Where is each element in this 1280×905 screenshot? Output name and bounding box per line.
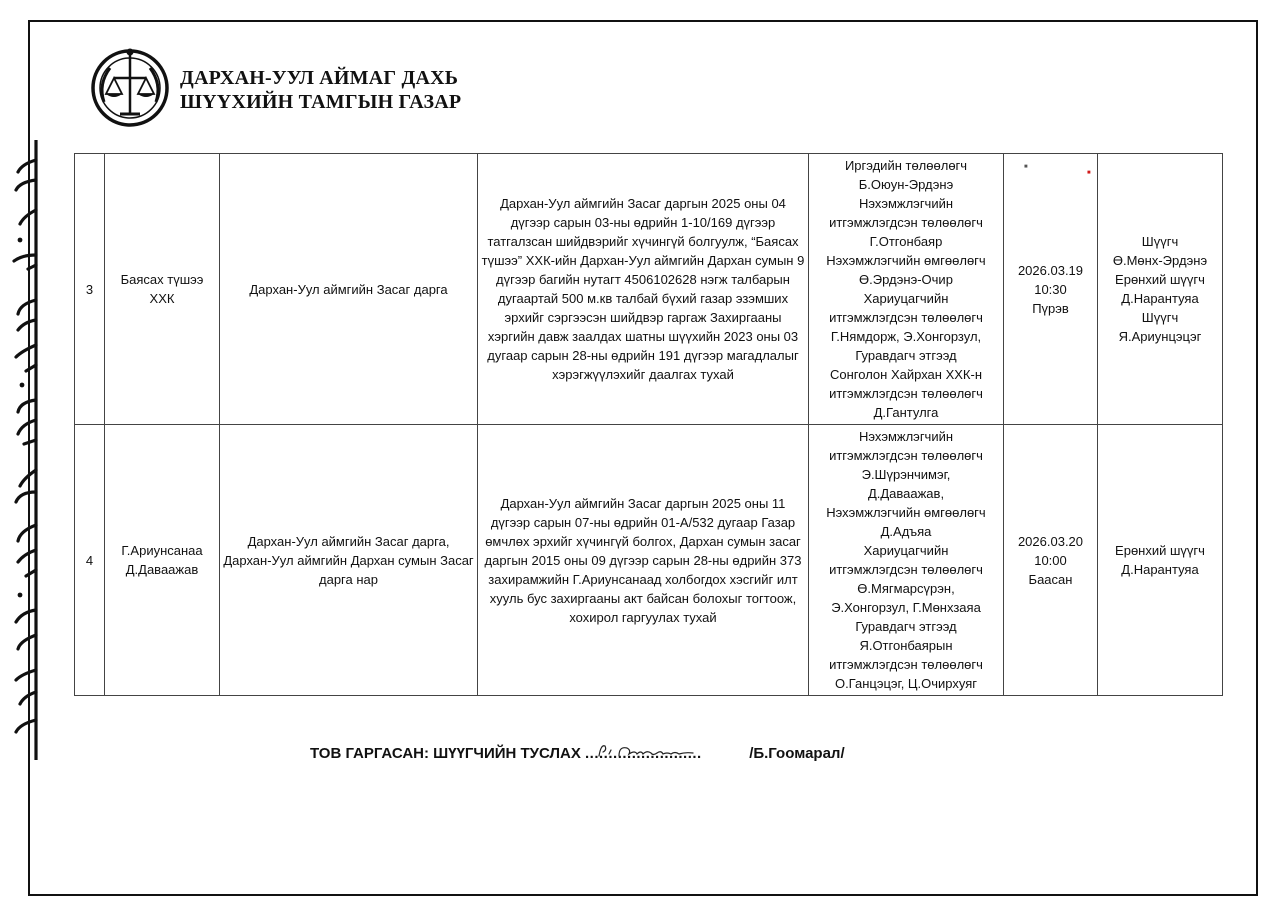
judge-line: Ерөнхий шүүгч	[1115, 272, 1205, 287]
participant-line: О.Ганцэцэг, Ц.Очирхуяг	[834, 676, 978, 691]
judge-line: Ө.Мөнх-Эрдэнэ	[1112, 253, 1208, 268]
judge-line: Я.Ариунцэцэг	[1118, 329, 1202, 344]
participant-line: Д.Даваажав,	[867, 486, 945, 501]
scan-speck-red: ■	[1087, 170, 1091, 176]
participant-line: итгэмжлэгдсэн төлөөлөгч	[829, 215, 983, 230]
judge-line: Шүүгч	[1141, 310, 1179, 325]
participant-line: Нэхэмжлэгчийн	[858, 429, 954, 444]
participant-line: Иргэдийн төлөөлөгч	[844, 158, 968, 173]
judges-cell	[1098, 154, 1223, 425]
participant-line: Нэхэмжлэгчийн өмгөөлөгч	[826, 253, 986, 268]
participant-line: Ө.Эрдэнэ-Очир	[859, 272, 953, 287]
judges-cell	[1098, 425, 1223, 696]
hearing-datetime-cell	[1004, 425, 1098, 696]
participant-line: Б.Оюун-Эрдэнэ	[858, 177, 954, 192]
participant-line: Хариуцагчийн	[863, 291, 949, 306]
hearing-date: 2026.03.19	[1017, 262, 1084, 278]
participant-line: Ө.Мягмарсүрэн,	[857, 581, 955, 596]
prepared-by-name: /Б.Гоомарал/	[749, 745, 845, 762]
court-emblem	[88, 44, 172, 128]
case-number-cell: 3	[75, 154, 105, 425]
participants-cell	[809, 425, 1004, 696]
defendant-cell: Дархан-Уул аймгийн Засаг дарга	[220, 154, 478, 425]
participant-line: Хариуцагчийн	[863, 543, 949, 558]
hearing-weekday: Баасан	[1028, 571, 1073, 587]
hearing-time: 10:00	[1034, 552, 1067, 568]
participant-line: Э.Шүрэнчимэг,	[861, 467, 951, 482]
mongolian-script-strip	[6, 140, 50, 760]
participant-line: Д.Адъяа	[880, 524, 932, 539]
prepared-by-line	[310, 744, 845, 762]
participant-line: Нэхэмжлэгчийн өмгөөлөгч	[826, 505, 986, 520]
hearing-schedule-table	[74, 153, 1223, 696]
claim-subject-cell: Дархан-Уул аймгийн Засаг даргын 2025 оны 04 дүгээр сарын 03-ны өдрийн 1-10/169 дүгээр татгалзсан шийдвэрийг хүчингүй болгуулж, “Баясах түшээ” ХХК-ийн Дархан-Уул аймгийн Дархан сумын 9 дүгээр багийн нутагт 4506102628 нэгж талбарын дугаартай 500 м.кв талбай бүхий газар эзэмших эрхийг сэргээсэн шийдвэр гаргаж Захиргааны хэргийн давж заалдах шатны шүүхийн 2023 оны 03 дугаар сарын 28-ны өдрийн 191 дүгээр магадлалыг хэрэгжүүлэхийг даалгах тухай	[478, 154, 809, 425]
participants-cell	[809, 154, 1004, 425]
participant-line: Д.Гантулга	[873, 405, 939, 420]
judge-line: Д.Нарантуяа	[1121, 291, 1199, 306]
table-row	[75, 154, 1223, 425]
participant-line: итгэмжлэгдсэн төлөөлөгч	[829, 386, 983, 401]
participant-line: итгэмжлэгдсэн төлөөлөгч	[829, 310, 983, 325]
judge-line: Шүүгч	[1141, 234, 1179, 249]
participant-line: Г.Отгонбаяр	[869, 234, 943, 249]
participant-line: Я.Отгонбаярын	[859, 638, 953, 653]
participant-line: Нэхэмжлэгчийн	[858, 196, 954, 211]
table-row	[75, 425, 1223, 696]
defendant-cell: Дархан-Уул аймгийн Засаг дарга, Дархан-Уул аймгийн Дархан сумын Засаг дарга нар	[220, 425, 478, 696]
case-number-cell: 4	[75, 425, 105, 696]
title-line-2: ШҮҮХИЙН ТАМГЫН ГАЗАР	[180, 91, 462, 113]
plaintiff-cell: Г.Ариунсанаа Д.Даваажав	[105, 425, 220, 696]
court-office-title	[180, 66, 461, 114]
hearing-date: 2026.03.20	[1017, 533, 1084, 549]
participant-line: Сонголон Хайрхан ХХК-н	[830, 367, 982, 382]
participant-line: Гуравдагч этгээд	[855, 348, 957, 363]
judge-line: Д.Нарантуяа	[1121, 562, 1199, 577]
participant-line: итгэмжлэгдсэн төлөөлөгч	[829, 657, 983, 672]
scan-speck: ■	[1024, 164, 1028, 170]
hearing-datetime-cell	[1004, 154, 1098, 425]
plaintiff-cell: Баясах түшээ ХХК	[105, 154, 220, 425]
judge-line: Ерөнхий шүүгч	[1115, 543, 1205, 558]
prepared-by-label: ТОВ ГАРГАСАН: ШҮҮГЧИЙН ТУСЛАХ	[310, 745, 581, 762]
hearing-time: 10:30	[1034, 281, 1067, 297]
participant-line: Г.Нямдорж, Э.Хонгорзул,	[830, 329, 982, 344]
participant-line: итгэмжлэгдсэн төлөөлөгч	[829, 448, 983, 463]
participant-line: Э.Хонгорзул, Г.Мөнхзаяа	[831, 600, 981, 615]
participant-line: итгэмжлэгдсэн төлөөлөгч	[829, 562, 983, 577]
hearing-weekday: Пүрэв	[1032, 300, 1069, 316]
handwritten-signature	[597, 742, 707, 758]
title-line-1: ДАРХАН-УУЛ АЙМАГ ДАХЬ	[180, 67, 459, 89]
participant-line: Гуравдагч этгээд	[855, 619, 957, 634]
signature-dots: .........................	[585, 745, 702, 762]
signature-area	[585, 744, 745, 762]
claim-subject-cell: Дархан-Уул аймгийн Засаг даргын 2025 оны 11 дүгээр сарын 07-ны өдрийн 01-А/532 дугаар Газар өмчлөх эрхийг хүчингүй болгох, Дархан сумын засаг даргын 2015 оны 09 дүгээр сарын 28-ны өдрийн 373 захирамжийн Г.Ариунсанаад холбогдох хэсгийг илт хууль бус захиргааны акт байсан болохыг тогтоож, хохирол гаргуулах тухай	[478, 425, 809, 696]
